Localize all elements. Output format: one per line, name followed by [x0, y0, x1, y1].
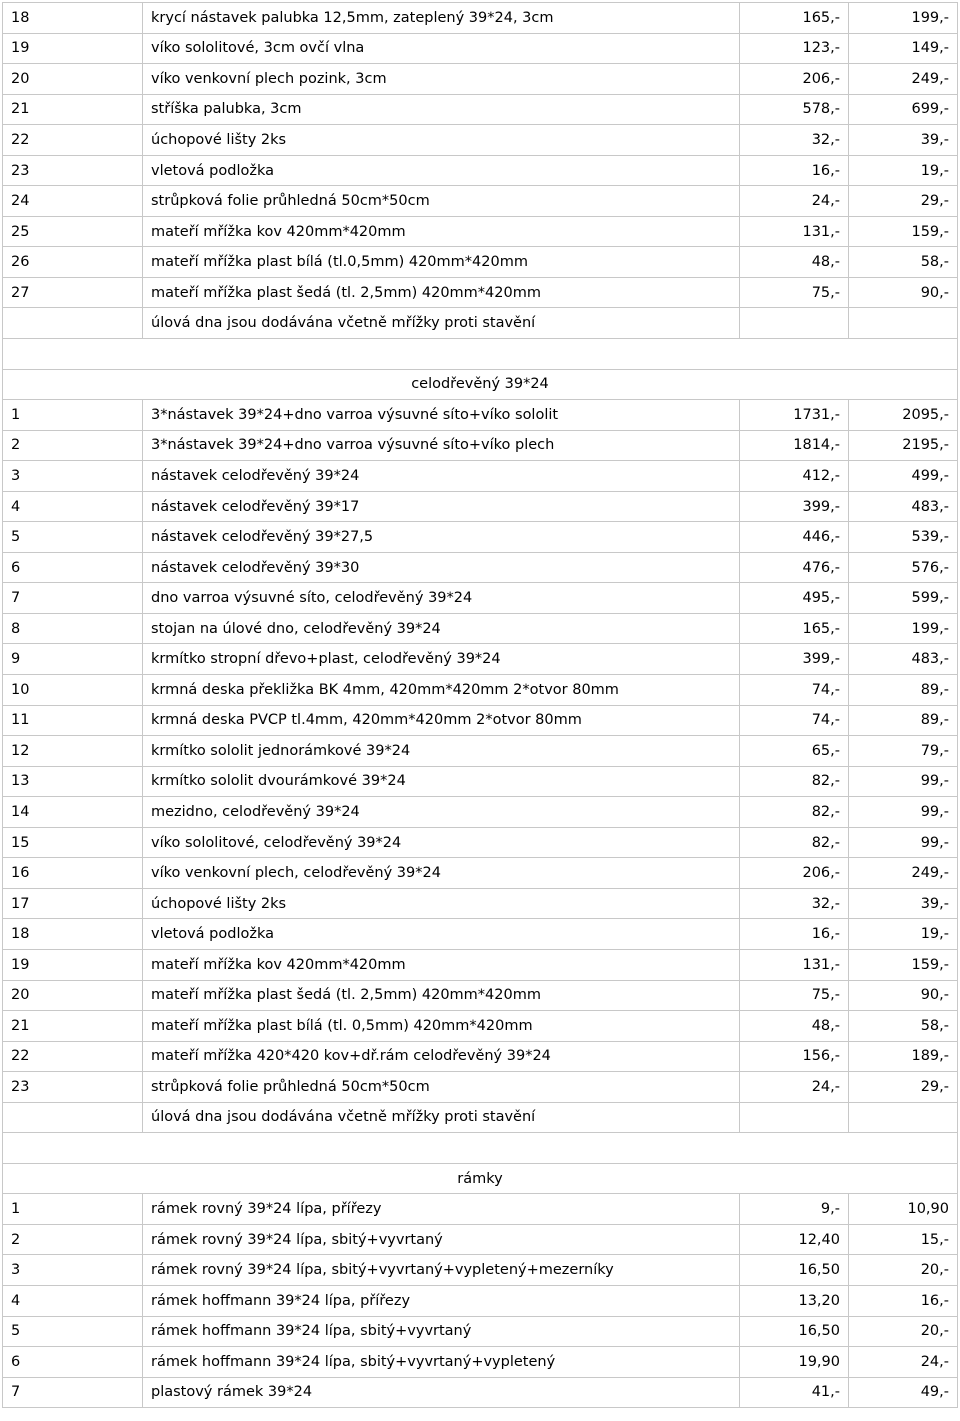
price-without-vat: 206,- — [740, 64, 849, 95]
price-without-vat: 123,- — [740, 33, 849, 64]
item-number: 1 — [3, 400, 143, 431]
price-without-vat: 131,- — [740, 949, 849, 980]
table-row — [3, 3, 958, 34]
price-without-vat: 75,- — [740, 277, 849, 308]
table-row — [3, 736, 958, 767]
table-row — [3, 919, 958, 950]
item-number: 26 — [3, 247, 143, 278]
item-number: 11 — [3, 705, 143, 736]
price-with-vat — [849, 308, 958, 339]
item-description: mateří mřížka kov 420mm*420mm — [143, 216, 740, 247]
table-row — [3, 522, 958, 553]
price-with-vat: 576,- — [849, 552, 958, 583]
item-description: nástavek celodřevěný 39*30 — [143, 552, 740, 583]
table-row — [3, 1255, 958, 1286]
price-without-vat: 24,- — [740, 1072, 849, 1103]
section-heading: celodřevěný 39*24 — [3, 369, 958, 400]
table-row — [3, 705, 958, 736]
price-without-vat: 399,- — [740, 644, 849, 675]
item-description: mateří mřížka plast šedá (tl. 2,5mm) 420mm*420mm — [143, 277, 740, 308]
price-without-vat — [740, 1102, 849, 1133]
price-without-vat: 19,90 — [740, 1347, 849, 1378]
price-without-vat: 16,50 — [740, 1255, 849, 1286]
item-description: 3*nástavek 39*24+dno varroa výsuvné síto+víko sololit — [143, 400, 740, 431]
item-number: 4 — [3, 1285, 143, 1316]
item-description: strůpková folie průhledná 50cm*50cm — [143, 186, 740, 217]
price-with-vat: 89,- — [849, 705, 958, 736]
item-number: 21 — [3, 94, 143, 125]
table-row — [3, 613, 958, 644]
table-row — [3, 125, 958, 156]
item-description: mateří mřížka plast bílá (tl.0,5mm) 420mm*420mm — [143, 247, 740, 278]
item-description: strůpková folie průhledná 50cm*50cm — [143, 1072, 740, 1103]
item-number: 18 — [3, 919, 143, 950]
table-row — [3, 583, 958, 614]
item-number: 20 — [3, 980, 143, 1011]
item-description: úlová dna jsou dodávána včetně mřížky proti stavění — [143, 308, 740, 339]
table-row — [3, 1072, 958, 1103]
item-number: 19 — [3, 949, 143, 980]
price-with-vat: 249,- — [849, 858, 958, 889]
item-number: 5 — [3, 1316, 143, 1347]
item-description: nástavek celodřevěný 39*27,5 — [143, 522, 740, 553]
item-description: úchopové lišty 2ks — [143, 125, 740, 156]
price-with-vat: 16,- — [849, 1285, 958, 1316]
item-number: 8 — [3, 613, 143, 644]
price-with-vat: 2095,- — [849, 400, 958, 431]
item-number — [3, 308, 143, 339]
price-with-vat: 29,- — [849, 186, 958, 217]
table-row — [3, 949, 958, 980]
item-number: 19 — [3, 33, 143, 64]
note-row — [3, 1102, 958, 1133]
item-description: mateří mřížka 420*420 kov+dř.rám celodřevěný 39*24 — [143, 1041, 740, 1072]
table-row — [3, 797, 958, 828]
price-with-vat — [849, 1102, 958, 1133]
price-with-vat: 24,- — [849, 1347, 958, 1378]
price-without-vat: 75,- — [740, 980, 849, 1011]
price-without-vat: 399,- — [740, 491, 849, 522]
item-description: krmná deska PVCP tl.4mm, 420mm*420mm 2*otvor 80mm — [143, 705, 740, 736]
price-without-vat: 495,- — [740, 583, 849, 614]
price-without-vat — [740, 308, 849, 339]
price-without-vat: 48,- — [740, 247, 849, 278]
price-without-vat: 74,- — [740, 705, 849, 736]
price-without-vat: 32,- — [740, 888, 849, 919]
price-with-vat: 159,- — [849, 216, 958, 247]
price-with-vat: 189,- — [849, 1041, 958, 1072]
price-without-vat: 41,- — [740, 1377, 849, 1408]
table-row — [3, 430, 958, 461]
table-row — [3, 461, 958, 492]
price-with-vat: 58,- — [849, 1011, 958, 1042]
price-without-vat: 32,- — [740, 125, 849, 156]
price-with-vat: 15,- — [849, 1224, 958, 1255]
table-row — [3, 644, 958, 675]
table-row — [3, 888, 958, 919]
price-without-vat: 156,- — [740, 1041, 849, 1072]
price-without-vat: 82,- — [740, 766, 849, 797]
item-description: úchopové lišty 2ks — [143, 888, 740, 919]
price-with-vat: 99,- — [849, 827, 958, 858]
price-without-vat: 16,- — [740, 155, 849, 186]
table-row — [3, 186, 958, 217]
price-with-vat: 2195,- — [849, 430, 958, 461]
item-description: krmná deska překližka BK 4mm, 420mm*420mm 2*otvor 80mm — [143, 675, 740, 706]
item-description: rámek rovný 39*24 lípa, přířezy — [143, 1194, 740, 1225]
item-number: 6 — [3, 1347, 143, 1378]
price-without-vat: 74,- — [740, 675, 849, 706]
note-row — [3, 308, 958, 339]
price-without-vat: 82,- — [740, 827, 849, 858]
price-without-vat: 206,- — [740, 858, 849, 889]
table-row — [3, 1347, 958, 1378]
table-row — [3, 1316, 958, 1347]
table-row — [3, 1011, 958, 1042]
item-number: 27 — [3, 277, 143, 308]
item-description: víko sololitové, celodřevěný 39*24 — [143, 827, 740, 858]
table-row — [3, 1041, 958, 1072]
item-description: stojan na úlové dno, celodřevěný 39*24 — [143, 613, 740, 644]
table-row — [3, 827, 958, 858]
item-number: 16 — [3, 858, 143, 889]
item-number: 10 — [3, 675, 143, 706]
item-number: 13 — [3, 766, 143, 797]
price-without-vat: 1814,- — [740, 430, 849, 461]
item-number: 5 — [3, 522, 143, 553]
item-description: 3*nástavek 39*24+dno varroa výsuvné síto+víko plech — [143, 430, 740, 461]
price-with-vat: 99,- — [849, 766, 958, 797]
price-without-vat: 446,- — [740, 522, 849, 553]
item-number: 2 — [3, 430, 143, 461]
price-with-vat: 20,- — [849, 1316, 958, 1347]
price-with-vat: 699,- — [849, 94, 958, 125]
item-number: 3 — [3, 1255, 143, 1286]
price-with-vat: 149,- — [849, 33, 958, 64]
price-without-vat: 131,- — [740, 216, 849, 247]
item-description: mezidno, celodřevěný 39*24 — [143, 797, 740, 828]
price-with-vat: 49,- — [849, 1377, 958, 1408]
table-row — [3, 552, 958, 583]
spacer-cell — [3, 1133, 958, 1164]
price-with-vat: 39,- — [849, 125, 958, 156]
price-with-vat: 483,- — [849, 491, 958, 522]
table-row — [3, 858, 958, 889]
item-description: rámek hoffmann 39*24 lípa, sbitý+vyvrtaný+vypletený — [143, 1347, 740, 1378]
table-row — [3, 491, 958, 522]
table-row — [3, 1224, 958, 1255]
price-with-vat: 599,- — [849, 583, 958, 614]
item-description: rámek rovný 39*24 lípa, sbitý+vyvrtaný — [143, 1224, 740, 1255]
price-with-vat: 79,- — [849, 736, 958, 767]
price-without-vat: 165,- — [740, 613, 849, 644]
item-description: víko venkovní plech pozink, 3cm — [143, 64, 740, 95]
table-row — [3, 400, 958, 431]
item-number: 14 — [3, 797, 143, 828]
price-without-vat: 48,- — [740, 1011, 849, 1042]
item-description: rámek rovný 39*24 lípa, sbitý+vyvrtaný+vypletený+mezerníky — [143, 1255, 740, 1286]
item-description: mateří mřížka plast bílá (tl. 0,5mm) 420mm*420mm — [143, 1011, 740, 1042]
item-number: 23 — [3, 1072, 143, 1103]
item-description: nástavek celodřevěný 39*17 — [143, 491, 740, 522]
price-without-vat: 13,20 — [740, 1285, 849, 1316]
item-description: dno varroa výsuvné síto, celodřevěný 39*24 — [143, 583, 740, 614]
spacer-row — [3, 339, 958, 370]
item-description: mateří mřížka plast šedá (tl. 2,5mm) 420mm*420mm — [143, 980, 740, 1011]
price-with-vat: 90,- — [849, 277, 958, 308]
price-list-table — [2, 2, 958, 1408]
price-without-vat: 1731,- — [740, 400, 849, 431]
item-number — [3, 1102, 143, 1133]
price-with-vat: 159,- — [849, 949, 958, 980]
item-description: víko venkovní plech, celodřevěný 39*24 — [143, 858, 740, 889]
table-row — [3, 155, 958, 186]
price-with-vat: 29,- — [849, 1072, 958, 1103]
price-with-vat: 249,- — [849, 64, 958, 95]
price-without-vat: 82,- — [740, 797, 849, 828]
item-number: 12 — [3, 736, 143, 767]
item-number: 24 — [3, 186, 143, 217]
item-number: 20 — [3, 64, 143, 95]
section-heading: rámky — [3, 1163, 958, 1194]
price-without-vat: 16,50 — [740, 1316, 849, 1347]
item-description: krycí nástavek palubka 12,5mm, zateplený 39*24, 3cm — [143, 3, 740, 34]
item-number: 22 — [3, 125, 143, 156]
item-number: 23 — [3, 155, 143, 186]
price-with-vat: 19,- — [849, 155, 958, 186]
price-with-vat: 99,- — [849, 797, 958, 828]
item-description: krmítko stropní dřevo+plast, celodřevěný 39*24 — [143, 644, 740, 675]
item-number: 6 — [3, 552, 143, 583]
price-with-vat: 10,90 — [849, 1194, 958, 1225]
price-without-vat: 65,- — [740, 736, 849, 767]
item-number: 17 — [3, 888, 143, 919]
item-number: 7 — [3, 583, 143, 614]
table-row — [3, 33, 958, 64]
item-description: rámek hoffmann 39*24 lípa, přířezy — [143, 1285, 740, 1316]
table-row — [3, 980, 958, 1011]
item-number: 4 — [3, 491, 143, 522]
price-list-body — [3, 3, 958, 1408]
item-description: krmítko sololit jednorámkové 39*24 — [143, 736, 740, 767]
table-row — [3, 247, 958, 278]
item-description: vletová podložka — [143, 919, 740, 950]
item-number: 18 — [3, 3, 143, 34]
table-row — [3, 1377, 958, 1408]
item-description: krmítko sololit dvourámkové 39*24 — [143, 766, 740, 797]
price-with-vat: 89,- — [849, 675, 958, 706]
spacer-row — [3, 1133, 958, 1164]
item-description: víko sololitové, 3cm ovčí vlna — [143, 33, 740, 64]
price-with-vat: 199,- — [849, 613, 958, 644]
section-heading-row — [3, 369, 958, 400]
item-description: úlová dna jsou dodávána včetně mřížky proti stavění — [143, 1102, 740, 1133]
price-without-vat: 578,- — [740, 94, 849, 125]
item-number: 7 — [3, 1377, 143, 1408]
item-number: 9 — [3, 644, 143, 675]
item-description: nástavek celodřevěný 39*24 — [143, 461, 740, 492]
price-with-vat: 499,- — [849, 461, 958, 492]
table-row — [3, 216, 958, 247]
item-number: 1 — [3, 1194, 143, 1225]
item-description: vletová podložka — [143, 155, 740, 186]
table-row — [3, 766, 958, 797]
price-with-vat: 483,- — [849, 644, 958, 675]
item-number: 25 — [3, 216, 143, 247]
price-without-vat: 24,- — [740, 186, 849, 217]
price-without-vat: 9,- — [740, 1194, 849, 1225]
price-with-vat: 90,- — [849, 980, 958, 1011]
table-row — [3, 64, 958, 95]
table-row — [3, 1285, 958, 1316]
item-number: 2 — [3, 1224, 143, 1255]
price-without-vat: 412,- — [740, 461, 849, 492]
item-number: 15 — [3, 827, 143, 858]
price-with-vat: 199,- — [849, 3, 958, 34]
price-with-vat: 39,- — [849, 888, 958, 919]
item-description: mateří mřížka kov 420mm*420mm — [143, 949, 740, 980]
section-heading-row — [3, 1163, 958, 1194]
price-with-vat: 58,- — [849, 247, 958, 278]
price-with-vat: 20,- — [849, 1255, 958, 1286]
table-row — [3, 1194, 958, 1225]
item-number: 21 — [3, 1011, 143, 1042]
item-description: rámek hoffmann 39*24 lípa, sbitý+vyvrtaný — [143, 1316, 740, 1347]
item-description: plastový rámek 39*24 — [143, 1377, 740, 1408]
table-row — [3, 675, 958, 706]
price-without-vat: 476,- — [740, 552, 849, 583]
price-with-vat: 539,- — [849, 522, 958, 553]
table-row — [3, 94, 958, 125]
item-number: 22 — [3, 1041, 143, 1072]
table-row — [3, 277, 958, 308]
spacer-cell — [3, 339, 958, 370]
price-without-vat: 16,- — [740, 919, 849, 950]
item-number: 3 — [3, 461, 143, 492]
price-with-vat: 19,- — [849, 919, 958, 950]
item-description: stříška palubka, 3cm — [143, 94, 740, 125]
price-without-vat: 12,40 — [740, 1224, 849, 1255]
price-without-vat: 165,- — [740, 3, 849, 34]
